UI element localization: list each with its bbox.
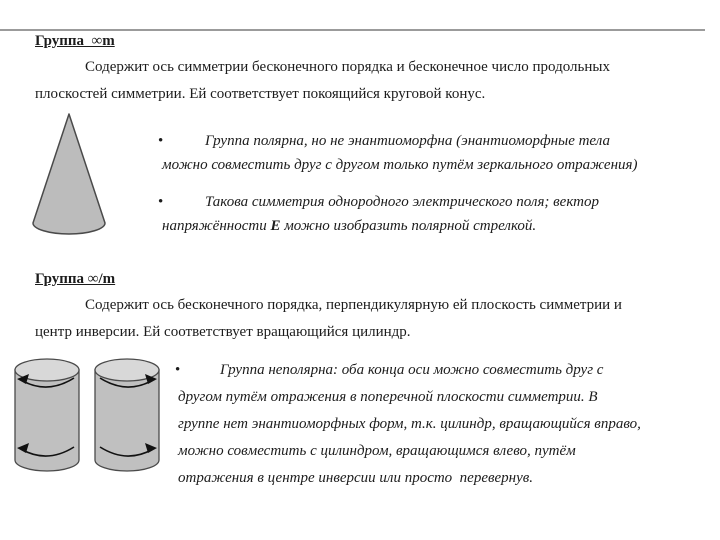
section2-bullet1-line5: отражения в центре инверсии или просто перевернув.: [178, 470, 534, 486]
cone-icon: [30, 112, 108, 238]
top-horizontal-rule: [0, 29, 705, 31]
bullet2-text: напряжённости: [162, 218, 271, 234]
right-cylinder: [95, 359, 159, 471]
bullet-marker: •: [175, 362, 181, 378]
section2-heading: Группа ∞/m: [35, 271, 116, 287]
section1-bullet1-line2: можно совместить друг с другом только путём зеркального отражения): [162, 157, 638, 173]
cylinders-figure: [14, 357, 160, 482]
bullet-marker: •: [158, 133, 164, 149]
section1-paragraph-line1: Содержит ось симметрии бесконечного порядка и бесконечное число продольных: [85, 59, 610, 75]
left-cylinder: [15, 359, 79, 471]
bullet-marker: •: [158, 194, 164, 210]
section1-bullet2-line1: Такова симметрия однородного электрического поля; вектор: [205, 194, 599, 210]
rotating-cylinders-icon: [14, 357, 160, 477]
section1-bullet2-line2: [162, 218, 536, 235]
section2-bullet1-line4: можно совместить с цилиндром, вращающимся влево, путём: [178, 443, 576, 459]
section2-bullet1-line2: другом путём отражения в поперечной плоскости симметрии. В: [178, 389, 598, 405]
section2-paragraph-line2: центр инверсии. Ей соответствует вращающийся цилиндр.: [35, 324, 411, 340]
section2-bullet1-line3: группе нет энантиоморфных форм, т.к. цилиндр, вращающийся вправо,: [178, 416, 641, 432]
section1-bullet1-line1: Группа полярна, но не энантиоморфна (энантиоморфные тела: [205, 133, 610, 149]
cone-figure: [30, 112, 108, 243]
bullet2-text: можно изобразить полярной стрелкой.: [280, 218, 537, 234]
section2-paragraph-line1: Содержит ось бесконечного порядка, перпендикулярную ей плоскость симметрии и: [85, 297, 622, 313]
section2-bullet1-line1: Группа неполярна: оба конца оси можно совместить друг с: [220, 362, 604, 378]
vector-E-symbol: Е: [270, 218, 281, 234]
section1-paragraph-line2: плоскостей симметрии. Ей соответствует покоящийся круговой конус.: [35, 86, 486, 102]
section1-heading: Группа ∞m: [35, 33, 115, 49]
